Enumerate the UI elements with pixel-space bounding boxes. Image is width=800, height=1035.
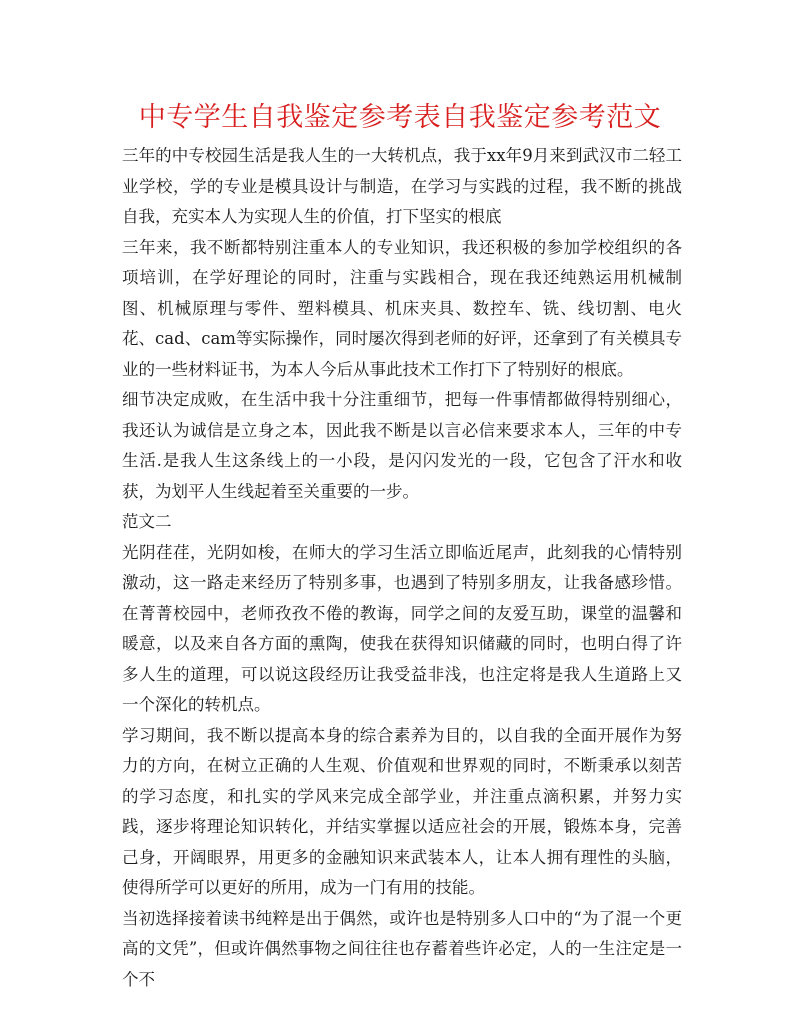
paragraph-1: 三年的中专校园生活是我人生的一大转机点，我于xx年9月来到武汉市二轻工业学校，学的专业是模具设计与制造，在学习与实践的过程，我不断的挑战自我，充实本人为实现人生的价值，打下坚实的根底	[122, 146, 682, 226]
paragraph-5: 学习期间，我不断以提高本身的综合素养为目的，以自我的全面开展作为努力的方向，在树立正确的人生观、价值观和世界观的同时，不断秉承以刻苦的学习态度，和扎实的学风来完成全部学业，并注重点滴积累，并努力实践，逐步将理论知识转化，并结实掌握以适应社会的开展，锻炼本身，完善己身，开阔眼界，用更多的金融知识来武装本人，让本人拥有理性的头脑，使得所学可以更好的所用，成为一门有用的技能。	[122, 725, 682, 897]
paragraph-3: 细节决定成败，在生活中我十分注重细节，把每一件事情都做得特别细心，我还认为诚信是立身之本，因此我不断是以言必信来要求本人，三年的中专生活.是我人生这条线上的一小段，是闪闪发光的一段，它包含了汗水和收获，为划平人生线起着至关重要的一步。	[122, 390, 682, 501]
paragraph-4: 光阴荏荏，光阴如梭，在师大的学习生活立即临近尾声，此刻我的心情特别激动，这一路走来经历了特别多事，也遇到了特别多朋友，让我备感珍惜。在菁菁校园中，老师孜孜不倦的教诲，同学之间的友爱互助，课堂的温馨和暖意，以及来自各方面的熏陶，使我在获得知识储藏的同时，也明白得了许多人生的道理，可以说这段经历让我受益非浅，也注定将是我人生道路上又一个深化的转机点。	[122, 542, 682, 714]
paragraph-2: 三年来，我不断都特别注重本人的专业知识，我还积极的参加学校组织的各项培训，在学好理论的同时，注重与实践相合，现在我还纯熟运用机械制图、机械原理与零件、塑料模具、机床夹具、数控车、铣、线切割、电火花、cad、cam等实际操作，同时屡次得到老师的好评，还拿到了有关模具专业的一些材料证书，为本人今后从事此技术工作打下了特别好的根底。	[122, 237, 682, 379]
document-body	[122, 141, 682, 995]
section-heading: 范文二	[122, 512, 172, 531]
paragraph-6: 当初选择接着读书纯粹是出于偶然，或许也是特别多人口中的“为了混一个更高的文凭”，但或许偶然事物之间往往也存蓄着些许必定，人的一生注定是一个不	[122, 908, 682, 989]
document-title: 中专学生自我鉴定参考表自我鉴定参考范文	[138, 102, 662, 133]
